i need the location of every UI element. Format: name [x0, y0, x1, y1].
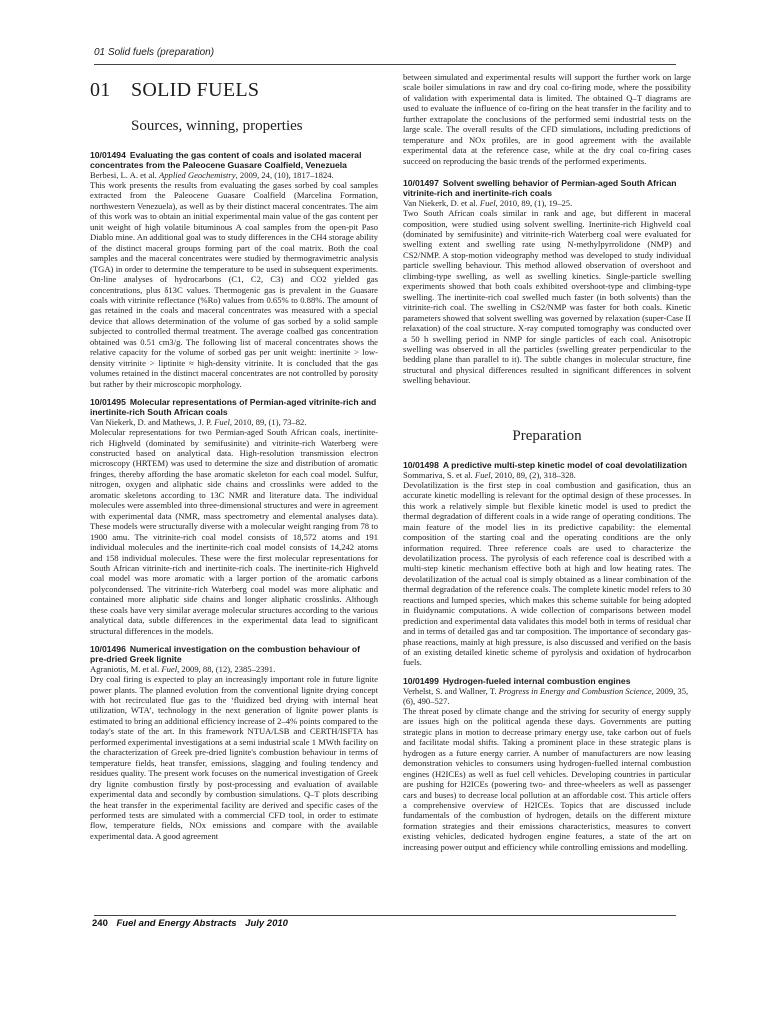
- header-rule: [94, 64, 676, 65]
- page-footer: [92, 918, 288, 929]
- page-number: 240: [92, 918, 108, 929]
- article-abstract: This work presents the results from evaluating the gases sorbed by coal samples extracted from the Paleocene Guasare Coalfield (Marcelina Formation, northwestern Venezuela), as well as by their distinct maceral concentrates. The aim of this work was to obtain an initial experimental main value of the gas content per unit weight of high volatile bituminous A coal samples from the open-pit Paso Diablo mine. An additional goal was to study differences in the CH4 storage ability of the distinct maceral groups forming part of the coal matrix. Both the coal samples and the maceral concentrates were studied by thermogravimetric analysis (TGA) in order to determine the temperature to be used in subsequent experiments. On-line analyses of hydrocarbons (C1, C2, C3) and CO2 yielded gas concentrations, plus δ13C values. Thermogenic gas is prevalent in the Guasare coals with vitrinite reflectance (%Ro) values from 0.65% to 0.88%. The amount of gas retained in the coals and maceral concentrates was measured with a special device that allows determination of the volume of gas sorbed by a solid sample subjected to controlled thermal treatment. The average coalbed gas concentration obtained was 0.51 cm3/g. The following list of maceral concentrates shows the relative capacity for the volume of sorbed gas per unit weight: inertinite > low-density vitrinite > liptinite ≈ high-density vitrinite. It is concluded that the gas volumes retained in the distinct maceral concentrates are not controlled by porosity but rather by their microscopic morphology.: [90, 180, 378, 389]
- article-entry: [90, 644, 378, 841]
- journal-name: Fuel and Energy Abstracts: [116, 918, 237, 929]
- article-title: 10/01497 Solvent swelling behavior of Permian-aged South African vitrinite-rich and inertinite-rich coals: [403, 178, 677, 199]
- left-column: [90, 70, 378, 920]
- article-title: 10/01496 Numerical investigation on the combustion behaviour of pre-dried Greek lignite: [90, 644, 360, 665]
- article-title: 10/01495 Molecular representations of Permian-aged vitrinite-rich and inertinite-rich South African coals: [90, 397, 377, 418]
- article-title: 10/01498 A predictive multi-step kinetic model of coal devolatilization: [403, 459, 688, 470]
- running-head: 01 Solid fuels (preparation): [94, 47, 215, 58]
- subsection-sources: Sources, winning, properties: [131, 118, 303, 134]
- article-entry: [403, 178, 691, 386]
- article-entry: [90, 397, 378, 636]
- section-number: 01: [90, 79, 111, 101]
- section-heading: [90, 78, 378, 102]
- article-entry: [403, 676, 691, 852]
- article-abstract: The threat posed by climate change and the striving for security of energy supply are issues high on the political agenda these days. Governments are putting strategic plans in motion to decrease primary energy use, take carbon out of fuels and facilitate modal shifts. Taking a prominent place in these strategic plans is hydrogen as a future energy carrier. A number of manufacturers are now leasing demonstration vehicles to consumers using hydrogen-fuelled internal combustion engines (H2ICEs) as well as fuel cell vehicles. Developing countries in particular are pushing for H2ICEs (powering two- and three-wheelers as well as passenger cars and buses) to decrease local pollution at an affordable cost. This article offers a comprehensive overview of H2ICEs. Topics that are discussed include fundamentals of the combustion of hydrogen, details on the different mixture formation strategies and their emissions characteristics, measures to convert existing vehicles, dedicated hydrogen engine features, a state of the art on increasing power output and efficiency while controlling emissions and modelling.: [403, 705, 691, 852]
- subsection-preparation: Preparation: [512, 427, 582, 444]
- footer-rule: [94, 915, 676, 916]
- right-column: [403, 72, 691, 922]
- article-title: 10/01494 Evaluating the gas content of coals and isolated maceral concentrates from the Paleocene Guasare Coalfield, Venezuela: [90, 150, 362, 170]
- continued-abstract: between simulated and experimental results will support the further work on large scale boiler simulations in raw and dry coal co-firing mode, where the possibility of validation with experimental data is limited. The obtained Q–T diagrams are used to evaluate the influence of co-firing on the heat transfer in the facility and to further extrapolate the conclusions of the performed semi industrial tests on the large scale. The overall results of the CFD simulations, including predictions of temperature and NOx profiles, are in good agreement with the available experimental data at the reference case, while at the dry coal co-firing cases succeed on reproducing the basic trends of the performed experiments.: [403, 72, 691, 166]
- article-abstract: Two South African coals similar in rank and age, but different in maceral composition, were studied using solvent swelling. Inertinite-rich Highveld coal (dominated by semifusinite) and vitrinite-rich Waterberg coal were evaluated for swelling extent and swelling rate using N-methylpyrrolidone (NMP) and CS2/NMP. A stop-motion videography method was developed to study individual particle swelling behaviour. This method allowed observation of overshoot and climbing-type swelling, as well as swelling kinetics. Single-particle swelling experiments showed that both coals exhibited overshoot-type and climbing-type swelling. The inertinite-rich coal swelled much faster (in both solvents) than the vitrinite-rich coal. The swelling in CS2/NMP was faster for both coals. Kinetic parameters showed that solvent swelling was governed by relaxation (super-Case II relaxation) of the coal structure. X-ray computed tomography was conducted over a 50 h swelling period in NMP for single particles of each coal. Anisotropic swelling was observed in all the particles (swelling greater perpendicular to the bedding plane than parallel to it). The subtle changes in molecular structure, fine structural and physical differences resulted in significant differences in solvent swelling behaviour.: [403, 208, 691, 386]
- article-title: 10/01499 Hydrogen-fueled internal combustion engines: [403, 675, 631, 686]
- article-abstract: Molecular representations for two Permian-aged South African coals, inertinite-rich Highveld (dominated by semifusinite) and vitrinite-rich Waterberg were constructed based on analytical data. High-resolution transmission electron microscopy (HRTEM) was used to determine the size and distribution of aromatic fringes, thereby affording the base aromatic skeleton for each coal model. Sulfur, nitrogen, oxygen and aliphatic side chains and crosslinks were added to the aromatic skeletons according to 13C NMR and literature data. The individual molecules were assembled into three-dimensional structures and were in agreement with experimental data (NMR, mass spectrometry and elemental analyses data). These models were structurally diverse with a molecular weight ranging from 78 to 1900 amu. The vitrinite-rich coal model consists of 18,572 atoms and 191 individual molecules and the inertinite-rich coal model consists of 14,242 atoms and 158 individual molecules. These were the first molecular representations for South African vitrinite-rich and inertinite-rich coals. The inertinite-rich Highveld coal model was more aromatic with a larger portion of the aromatic carbons polycondensed. The vitrinite-rich Waterberg coal model was more aliphatic and contained more aliphatic side chains and longer aliphatic crosslinks. Although these coals have very similar average molecular structures according to the various analytical data, subtle differences in the experimental data lead to significant structural differences in the models.: [90, 427, 378, 636]
- issue-date: July 2010: [245, 918, 288, 929]
- article-entry: [403, 460, 691, 668]
- article-abstract: Dry coal firing is expected to play an increasingly important role in future lignite power plants. The planned evolution from the conventional lignite drying concept with hot recirculated flue gas to the ‘fluidized bed drying with internal heat utilization, WTA’, technology in the next generation of lignite power plants is estimated to bring an additional efficiency increase of 2–4% points compared to the today's state of the art. In this framework NTUA/LSB and CERTH/ISFTA has performed experimental investigations at a semi industrial scale 1 MWth facility on the characterization of Greek pre-dried lignite's combustion behaviour in terms of temperature fields, heat transfer, emissions, slagging and fouling tendency and residues quality. The present work focuses on the numerical investigation of Greek dry lignite combustion firstly by post-processing and evaluation of available experimental data and secondly by combustion simulations. Q–T plots describing the heat transfer in the experimental facility are derived and specific cases of the performed tests are simulated with a commercial CFD tool, in order to estimate flow, temperature fields, NOx emissions and compare with the available experimental data. A good agreement: [90, 674, 378, 841]
- article-citation: Van Niekerk, D. et al. Fuel, 2010, 89, (1), 19–25.: [403, 198, 573, 209]
- article-citation: Sommariva, S. et al. Fuel, 2010, 89, (2), 318–328.: [403, 469, 576, 480]
- article-abstract: Devolatilization is the first step in coal combustion and gasification, thus an accurate kinetic modelling is relevant for the optimal design of these processes. In this work a relatively simple but flexible kinetic model is used to predict the thermal degradation of different coals in a wide range of operating conditions. The main feature of the model lies in its predictive capability: the elemental composition of the starting coal and the operating conditions are the only information required. Three reference coals are used to characterize the devolatilization process. The pyrolysis of each reference coal is described with a multi-step kinetic mechanism effective both at high and low heating rates. The devolatilization of the actual coal is simply obtained as a linear combination of the thermal degradation of the reference coals. The complete kinetic model refers to 30 reactions and lumped species, which makes this scheme suitable for being adopted in fluidynamic computations. A wide collection of comparisons between model prediction and experimental data validates this model both in terms of residual char and in terms of detailed gas and tar composition. The importance of secondary gas-phase reactions, mainly at high pressure, is also discussed and verified on the basis of an existing detailed kinetic scheme of pyrolysis and oxidation of hydrocarbon fuels.: [403, 479, 691, 668]
- article-entry: [90, 150, 378, 389]
- article-citation: Verhelst, S. and Wallner, T. Progress in Energy and Combustion Science, 2009, 35, (6), 490–527.: [403, 685, 689, 706]
- article-citation: Van Niekerk, D. and Mathews, J. P. Fuel, 2010, 89, (1), 73–82.: [90, 417, 307, 428]
- section-title: SOLID FUELS: [131, 79, 260, 101]
- article-citation: Berbesi, L. A. et al. Applied Geochemistry, 2009, 24, (10), 1817–1824.: [90, 170, 334, 180]
- article-citation: Agraniotis, M. et al. Fuel, 2009, 88, (12), 2385–2391.: [90, 664, 276, 675]
